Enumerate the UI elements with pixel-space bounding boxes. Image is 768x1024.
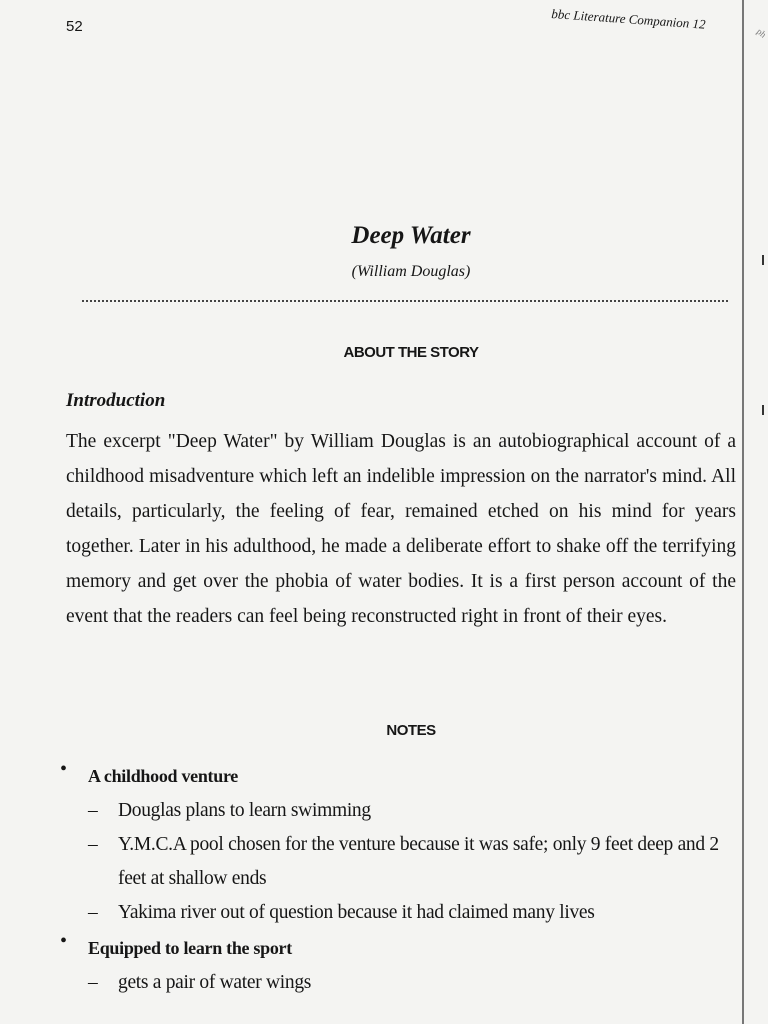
page-edge-tick bbox=[762, 405, 764, 415]
page-number: 52 bbox=[66, 18, 83, 35]
notes-list bbox=[0, 758, 760, 1000]
introduction-paragraph: The excerpt "Deep Water" by William Douglas is an autobiographical account of a childhood misadventure which left an indelible impression on the narrator's mind. All details, particularly, the feeling of fear, remained etched on his mind for years together. Later in his adulthood, he made a deliberate effort to shake off the terrifying memory and get over the phobia of water bodies. It is a first person account of the event that the readers can feel being reconstructed right in front of their eyes. bbox=[66, 431, 736, 627]
notes-bullet-title: • A childhood venture bbox=[88, 766, 238, 786]
story-title: Deep Water bbox=[351, 222, 471, 249]
page-edge-mark: ph bbox=[754, 26, 768, 40]
notes-sub-list bbox=[88, 966, 760, 1000]
story-author: (William Douglas) bbox=[351, 263, 471, 280]
notes-sub-item: – Yakima river out of question because it had claimed many lives bbox=[88, 896, 728, 930]
notes-bullet-item bbox=[0, 758, 760, 930]
notes-sub-item: – gets a pair of water wings bbox=[88, 966, 728, 1000]
notes-bullet-title: • Equipped to learn the sport bbox=[88, 938, 292, 958]
running-header: bbc Literature Companion 12 bbox=[550, 6, 707, 32]
notes-sub-item: – Y.M.C.A pool chosen for the venture because it was safe; only 9 feet deep and 2 feet at shallow ends bbox=[88, 828, 728, 896]
about-story-heading: ABOUT THE STORY bbox=[343, 344, 479, 361]
notes-heading: NOTES bbox=[386, 722, 436, 739]
notes-sub-list bbox=[88, 794, 760, 930]
notes-sub-item: – Douglas plans to learn swimming bbox=[88, 794, 728, 828]
introduction-heading: Introduction bbox=[66, 390, 166, 411]
notes-bullet-item bbox=[0, 930, 760, 1000]
title-divider bbox=[82, 300, 728, 302]
